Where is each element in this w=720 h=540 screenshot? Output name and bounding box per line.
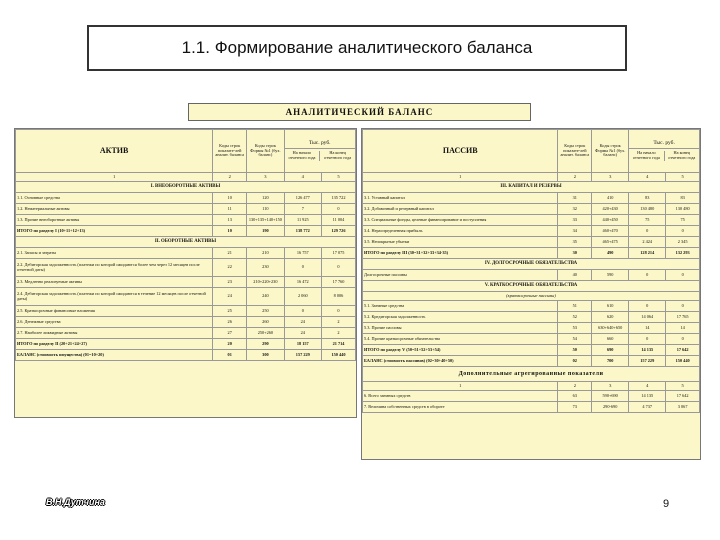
form-code: 250 (247, 306, 284, 317)
asset-units: Тыс. руб. (284, 140, 355, 148)
analytic-code: 35 (558, 237, 592, 248)
analytic-code: 31 (558, 193, 592, 204)
start-value: 130 480 (629, 204, 666, 215)
form-code: 490 (592, 248, 629, 259)
form-code: 590 (592, 270, 629, 281)
end-value: 17 760 (321, 277, 355, 288)
start-value: 0 (629, 334, 666, 345)
index-cell: 4 (629, 382, 666, 391)
start-value: 157 229 (284, 350, 321, 361)
end-value: 8 006 (321, 288, 355, 306)
row-label: 5.1. Заемные средства (363, 301, 558, 312)
form-code: 210 (247, 248, 284, 259)
analytic-code: 20 (213, 339, 247, 350)
analytic-code: 10 (213, 193, 247, 204)
section-label: III. КАПИТАЛ И РЕЗЕРВЫ (363, 182, 700, 193)
table-row (363, 402, 700, 413)
end-value: 150 440 (666, 356, 700, 367)
analytic-code: 53 (558, 323, 592, 334)
start-value: 14 (629, 323, 666, 334)
end-value: 0 (321, 204, 355, 215)
document-title: АНАЛИТИЧЕСКИЙ БАЛАНС (188, 103, 531, 121)
end-value: 135 722 (321, 193, 355, 204)
index-cell: 4 (284, 173, 321, 182)
end-value: 17 642 (666, 345, 700, 356)
section-row (16, 237, 356, 248)
analytic-code: 32 (558, 204, 592, 215)
form-code: 660 (592, 334, 629, 345)
total-row (16, 339, 356, 350)
page-number: 9 (663, 498, 670, 510)
start-value: 24 (284, 328, 321, 339)
end-value: 21 714 (321, 339, 355, 350)
analytic-code: 23 (213, 277, 247, 288)
start-value: 126 477 (284, 193, 321, 204)
row-label: 5.4. Прочие краткосрочные обязательства (363, 334, 558, 345)
asset-col-periods (284, 130, 355, 173)
liability-col-end: На конец отчетного года (664, 151, 699, 161)
start-value: 75 (629, 215, 666, 226)
start-value: 138 772 (284, 226, 321, 237)
analytic-code: 33 (558, 215, 592, 226)
end-value: 17 075 (321, 248, 355, 259)
table-row (16, 215, 356, 226)
index-cell: 3 (247, 173, 284, 182)
analytic-code: 11 (213, 204, 247, 215)
table-row (16, 248, 356, 259)
start-value: 83 (629, 193, 666, 204)
form-code: 465+475 (592, 237, 629, 248)
row-label: 2.3. Медленно реализуемые активы (16, 277, 213, 288)
row-label: 2.1. Запасы и затраты (16, 248, 213, 259)
form-code: 290 (247, 339, 284, 350)
liability-col-form-code: Коды строк Формы №1 (бух. баланс) (592, 130, 629, 173)
end-value: 3 067 (666, 402, 700, 413)
form-code: 190 (247, 226, 284, 237)
form-code: 290-690 (592, 402, 629, 413)
analytic-code: 52 (558, 312, 592, 323)
index-cell: 5 (321, 173, 355, 182)
end-value: 2 345 (666, 237, 700, 248)
index-cell: 4 (629, 173, 666, 182)
liability-col-periods (629, 130, 700, 173)
section-label: (краткосрочные пассивы) (363, 292, 700, 301)
table-row (363, 334, 700, 345)
table-row (16, 288, 356, 306)
liability-header: ПАССИВ (363, 130, 558, 173)
additional-table (362, 381, 700, 413)
section-row (363, 281, 700, 292)
asset-col-end: На конец отчетного года (319, 151, 355, 161)
section-row (363, 259, 700, 270)
row-label: ИТОГО по разделу III (30=31+32+33+34-35) (363, 248, 558, 259)
analytic-code: 51 (558, 301, 592, 312)
analytic-code: 24 (213, 288, 247, 306)
asset-rows (16, 182, 356, 361)
table-row (363, 301, 700, 312)
liability-table (362, 129, 700, 367)
table-row (363, 237, 700, 248)
index-cell: 5 (666, 173, 700, 182)
row-label: 3.3. Специальные фонды, целевые финансирование и поступления (363, 215, 558, 226)
row-label: 2.4. Дебиторская задолженность (платежи по которой ожидаются в течение 12 месяцев после отчетной даты) (16, 288, 213, 306)
table-row (363, 215, 700, 226)
table-row (16, 277, 356, 288)
section-label: I. ВНЕОБОРОТНЫЕ АКТИВЫ (16, 182, 356, 193)
end-value: 0 (321, 259, 355, 277)
row-label: 1.1. Основные средства (16, 193, 213, 204)
total-row (16, 226, 356, 237)
form-code: 630+640+650 (592, 323, 629, 334)
form-code: 240 (247, 288, 284, 306)
analytic-code: 34 (558, 226, 592, 237)
index-cell: 1 (16, 173, 213, 182)
form-code: 210+220+230 (247, 277, 284, 288)
asset-col-form-code: Коды строк Формы №1 (бух. баланс) (247, 130, 284, 173)
section-row (16, 182, 356, 193)
analytic-code: 22 (213, 259, 247, 277)
analytic-code: 27 (213, 328, 247, 339)
row-label: 7. Величина собственных средств в обороте (363, 402, 558, 413)
row-label: 3.2. Добавочный и резервный капитал (363, 204, 558, 215)
form-code: 690 (592, 345, 629, 356)
form-code: 130+135+140+150 (247, 215, 284, 226)
analytic-code: 26 (213, 317, 247, 328)
table-row (363, 226, 700, 237)
asset-header: АКТИВ (16, 130, 213, 173)
analytic-code: 30 (558, 248, 592, 259)
end-value: 130 480 (666, 204, 700, 215)
analytic-code: 01 (213, 350, 247, 361)
form-code: 700 (592, 356, 629, 367)
subtitle-row (363, 292, 700, 301)
form-code: 610 (592, 301, 629, 312)
index-cell: 5 (666, 382, 700, 391)
table-row (16, 306, 356, 317)
start-value: 16 472 (284, 277, 321, 288)
asset-panel (14, 128, 357, 418)
table-row (363, 193, 700, 204)
author-name: В.Н.Дутчина (46, 497, 105, 507)
end-value: 0 (666, 270, 700, 281)
start-value: 14 135 (629, 391, 666, 402)
start-value: 18 157 (284, 339, 321, 350)
analytic-code: 73 (558, 402, 592, 413)
index-cell: 3 (592, 173, 629, 182)
form-code: 120 (247, 193, 284, 204)
total-row (363, 248, 700, 259)
row-label: 6. Всего заемных средств (363, 391, 558, 402)
end-value: 0 (666, 334, 700, 345)
start-value: 14 135 (629, 345, 666, 356)
end-value: 2 (321, 328, 355, 339)
end-value: 17 642 (666, 391, 700, 402)
end-value: 17 765 (666, 312, 700, 323)
start-value: 0 (629, 226, 666, 237)
liability-rows (363, 182, 700, 367)
form-code: 590+690 (592, 391, 629, 402)
analytic-code: 25 (213, 306, 247, 317)
analytic-code: 50 (558, 345, 592, 356)
liability-units: Тыс. руб. (629, 140, 700, 148)
form-code: 250+260 (247, 328, 284, 339)
end-value: 0 (666, 226, 700, 237)
start-value: 11 925 (284, 215, 321, 226)
start-value: 7 (284, 204, 321, 215)
end-value: 0 (321, 306, 355, 317)
row-label: ИТОГО по разделу II (20+21+24+27) (16, 339, 213, 350)
row-label: БАЛАНС (стоимость имущества) (01=10+20) (16, 350, 213, 361)
form-code: 440+450 (592, 215, 629, 226)
end-value: 150 440 (321, 350, 355, 361)
end-value: 14 (666, 323, 700, 334)
end-value: 129 726 (321, 226, 355, 237)
section-row (363, 182, 700, 193)
row-label: 3.4. Нераспределенная прибыль (363, 226, 558, 237)
end-value: 0 (666, 301, 700, 312)
row-label: 2.7. Наиболее ликвидные активы (16, 328, 213, 339)
asset-col-start: На начало отчетного года (288, 149, 316, 160)
start-value: 24 (284, 317, 321, 328)
row-label: БАЛАНС (стоимость пассивов) (02=30+40+50) (363, 356, 558, 367)
liability-panel (361, 128, 701, 460)
table-row (16, 317, 356, 328)
start-value: 157 229 (629, 356, 666, 367)
table-row (363, 323, 700, 334)
row-label: 3.5. Непокрытые убытки (363, 237, 558, 248)
form-code: 620 (592, 312, 629, 323)
index-cell: 2 (558, 173, 592, 182)
analytic-code: 63 (558, 391, 592, 402)
table-row (16, 259, 356, 277)
asset-table (15, 129, 356, 361)
index-cell: 2 (213, 173, 247, 182)
form-code: 410 (592, 193, 629, 204)
section-label: V. КРАТКОСРОЧНЫЕ ОБЯЗАТЕЛЬСТВА (363, 281, 700, 292)
row-label: 1.2. Нематериальные активы (16, 204, 213, 215)
start-value: 4 737 (629, 402, 666, 413)
total-row (363, 356, 700, 367)
table-row (16, 193, 356, 204)
total-row (363, 345, 700, 356)
section-label: II. ОБОРОТНЫЕ АКТИВЫ (16, 237, 356, 248)
row-label: 5.3. Прочие пассивы (363, 323, 558, 334)
start-value: 0 (629, 270, 666, 281)
form-code: 260 (247, 317, 284, 328)
row-label: ИТОГО по разделу I (10+11+12+13) (16, 226, 213, 237)
row-label: ИТОГО по разделу V (50=51+52+53+54) (363, 345, 558, 356)
analytic-code: 02 (558, 356, 592, 367)
row-label: 3.1. Уставный капитал (363, 193, 558, 204)
analytic-code: 10 (213, 226, 247, 237)
start-value: 0 (284, 259, 321, 277)
form-code: 230 (247, 259, 284, 277)
row-label: 2.6. Денежные средства (16, 317, 213, 328)
total-row (16, 350, 356, 361)
table-row (16, 204, 356, 215)
form-code: 110 (247, 204, 284, 215)
liability-col-start: На начало отчетного года (632, 149, 660, 160)
table-row (363, 391, 700, 402)
index-cell: 1 (363, 382, 558, 391)
asset-col-code: Коды строк показате-лей аналит. баланса (213, 130, 247, 173)
start-value: 14 064 (629, 312, 666, 323)
slide-title: 1.1. Формирование аналитического баланса (87, 25, 627, 71)
end-value: 132 293 (666, 248, 700, 259)
row-label: Долгосрочные пассивы (363, 270, 558, 281)
additional-rows (363, 382, 700, 413)
table-row (16, 328, 356, 339)
liability-col-code: Коды строк показате-лей аналит. баланса (558, 130, 592, 173)
start-value: 16 757 (284, 248, 321, 259)
table-row (363, 204, 700, 215)
form-code: 460+470 (592, 226, 629, 237)
table-row (363, 270, 700, 281)
analytic-code: 54 (558, 334, 592, 345)
row-label: 2.2. Дебиторская задолженность (платежи по которой ожидаются более чем через 12 месяцев после отчетной даты) (16, 259, 213, 277)
analytic-code: 13 (213, 215, 247, 226)
form-code: 300 (247, 350, 284, 361)
row-label: 1.3. Прочие внеоборотные активы (16, 215, 213, 226)
index-cell: 3 (592, 382, 629, 391)
start-value: 0 (284, 306, 321, 317)
start-value: 2 424 (629, 237, 666, 248)
table-row (363, 312, 700, 323)
end-value: 83 (666, 193, 700, 204)
start-value: 128 214 (629, 248, 666, 259)
row-label: 5.2. Кредиторская задолженность (363, 312, 558, 323)
end-value: 11 004 (321, 215, 355, 226)
index-cell: 2 (558, 382, 592, 391)
analytic-code: 21 (213, 248, 247, 259)
section-label: IV. ДОЛГОСРОЧНЫЕ ОБЯЗАТЕЛЬСТВА (363, 259, 700, 270)
additional-title: Дополнительные агрегированные показатели (362, 367, 700, 381)
row-label: 2.5. Краткосрочные финансовые вложения (16, 306, 213, 317)
start-value: 0 (629, 301, 666, 312)
analytic-code: 40 (558, 270, 592, 281)
end-value: 2 (321, 317, 355, 328)
end-value: 75 (666, 215, 700, 226)
form-code: 420+430 (592, 204, 629, 215)
index-cell: 1 (363, 173, 558, 182)
start-value: 2 060 (284, 288, 321, 306)
